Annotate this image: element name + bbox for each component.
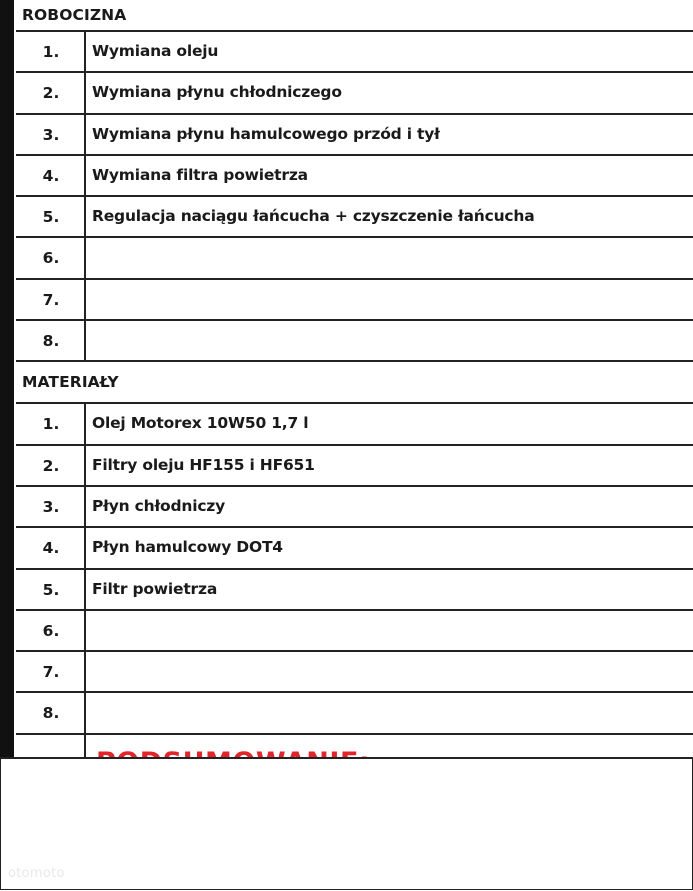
row-description: Regulacja naciągu łańcucha + czyszczenie łańcucha (92, 207, 535, 226)
watermark-logo: otomoto (8, 866, 65, 881)
table-row (16, 280, 693, 321)
row-number: 5. (16, 570, 86, 609)
service-table (16, 0, 693, 775)
table-row (16, 404, 693, 445)
table-row (16, 570, 693, 611)
table-row (16, 115, 693, 156)
document-left-edge (0, 0, 14, 757)
row-number: 3. (16, 487, 86, 526)
row-number: 7. (16, 652, 86, 691)
row-number: 1. (16, 404, 86, 443)
row-number: 8. (16, 321, 86, 360)
table-row (16, 156, 693, 197)
row-description (86, 280, 693, 319)
row-number: 6. (16, 238, 86, 277)
row-description: Wymiana filtra powietrza (92, 165, 308, 184)
table-row (16, 611, 693, 652)
row-number: 7. (16, 280, 86, 319)
row-description: Wymiana oleju (92, 42, 219, 60)
row-description: Filtr powietrza (92, 579, 218, 598)
row-description (86, 238, 693, 277)
row-number: 2. (16, 446, 86, 485)
row-number: 4. (16, 528, 86, 567)
table-row (16, 652, 693, 693)
row-description (86, 611, 693, 650)
row-description: Płyn hamulcowy DOT4 (92, 538, 283, 557)
bottom-frame (0, 757, 693, 890)
row-description: Wymiana płynu chłodniczego (92, 83, 342, 102)
row-number: 8. (16, 693, 86, 732)
table-row (16, 693, 693, 734)
row-number: 2. (16, 73, 86, 112)
table-row (16, 73, 693, 114)
row-description: Filtry oleju HF155 i HF651 (92, 455, 315, 474)
row-description (86, 693, 693, 732)
row-description (86, 652, 693, 691)
row-number: 5. (16, 197, 86, 236)
labour-section-header: ROBOCIZNA (16, 0, 693, 32)
row-number: 4. (16, 156, 86, 195)
row-description: Płyn chłodniczy (92, 496, 226, 515)
table-row (16, 197, 693, 238)
row-description: Wymiana płynu hamulcowego przód i tył (92, 124, 440, 143)
table-row (16, 238, 693, 279)
row-description: Olej Motorex 10W50 1,7 l (92, 414, 309, 433)
row-description (86, 321, 693, 360)
row-number: 1. (16, 32, 86, 71)
table-row (16, 32, 693, 73)
table-row (16, 446, 693, 487)
row-number: 6. (16, 611, 86, 650)
bottom-blank-area (0, 757, 693, 891)
row-number: 3. (16, 115, 86, 154)
materials-section-header: MATERIAŁY (16, 362, 693, 404)
table-row (16, 487, 693, 528)
table-row (16, 321, 693, 362)
table-row (16, 528, 693, 569)
